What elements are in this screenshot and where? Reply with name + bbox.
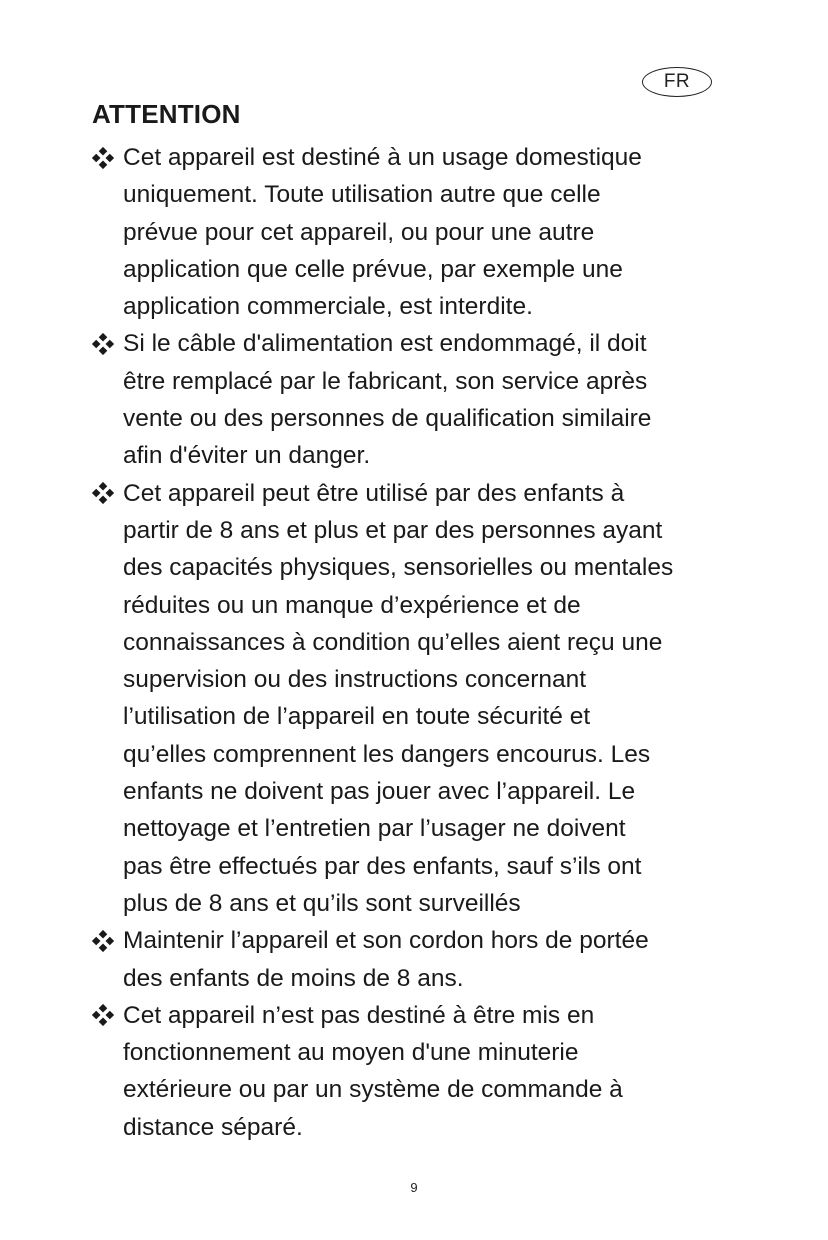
warning-text-line: connaissances à condition qu’elles aient reçu une [123,628,663,656]
four-diamond-bullet-icon [92,475,116,512]
warning-text-line: Maintenir l’appareil et son cordon hors de portée [123,927,649,955]
warning-item [92,139,742,325]
warning-text-line: vente ou des personnes de qualification similaire [123,405,652,433]
warning-item [92,997,742,1146]
warning-text-line: fonctionnement au moyen d'une minuterie [123,1039,579,1067]
warning-text-line: Si le câble d'alimentation est endommagé, il doit [123,330,647,358]
warning-text-line: enfants ne doivent pas jouer avec l’appareil. Le [123,778,636,806]
warning-text-line: pas être effectués par des enfants, sauf s’ils ont [123,852,642,880]
warning-text-line: prévue pour cet appareil, ou pour une autre [123,218,595,246]
section-heading: ATTENTION [92,99,241,129]
warning-text-line: Cet appareil peut être utilisé par des enfants à [123,479,625,507]
warning-text-line: Cet appareil est destiné à un usage domestique [123,144,642,171]
warning-text-line: uniquement. Toute utilisation autre que celle [123,181,601,209]
warning-item [92,325,742,474]
four-diamond-bullet-icon [92,139,116,176]
language-badge: FR [642,67,712,97]
warning-item [92,922,742,997]
warning-text-line: être remplacé par le fabricant, son service après [123,367,648,395]
warning-text-line: nettoyage et l’entretien par l’usager ne doivent [123,815,626,843]
warning-text-line: l’utilisation de l’appareil en toute sécurité et [123,703,591,731]
warning-text-line: partir de 8 ans et plus et par des personnes ayant [123,516,663,544]
warning-text-line: afin d'éviter un danger. [123,442,371,470]
warning-text-line: des enfants de moins de 8 ans. [123,964,464,992]
warning-list [92,139,742,1146]
warning-text-line: extérieure ou par un système de commande à [123,1076,623,1104]
warning-text-line: réduites ou un manque d’expérience et de [123,591,581,619]
warning-text-line: supervision ou des instructions concernant [123,666,587,694]
four-diamond-bullet-icon [92,325,116,362]
four-diamond-bullet-icon [92,997,116,1034]
warning-text-line: qu’elles comprennent les dangers encourus. Les [123,740,651,768]
warning-text-line: application que celle prévue, par exemple une [123,255,623,283]
four-diamond-bullet-icon [92,922,116,959]
warning-text-line: plus de 8 ans et qu’ils sont surveillés [123,889,521,917]
warning-item [92,475,742,923]
page-number: 9 [410,1180,418,1195]
warning-text-line: Cet appareil n’est pas destiné à être mis en [123,1001,595,1029]
warning-text-line: application commerciale, est interdite. [123,293,533,321]
warning-text-line: distance séparé. [123,1113,303,1141]
warning-text-line: des capacités physiques, sensorielles ou mentales [123,554,674,582]
